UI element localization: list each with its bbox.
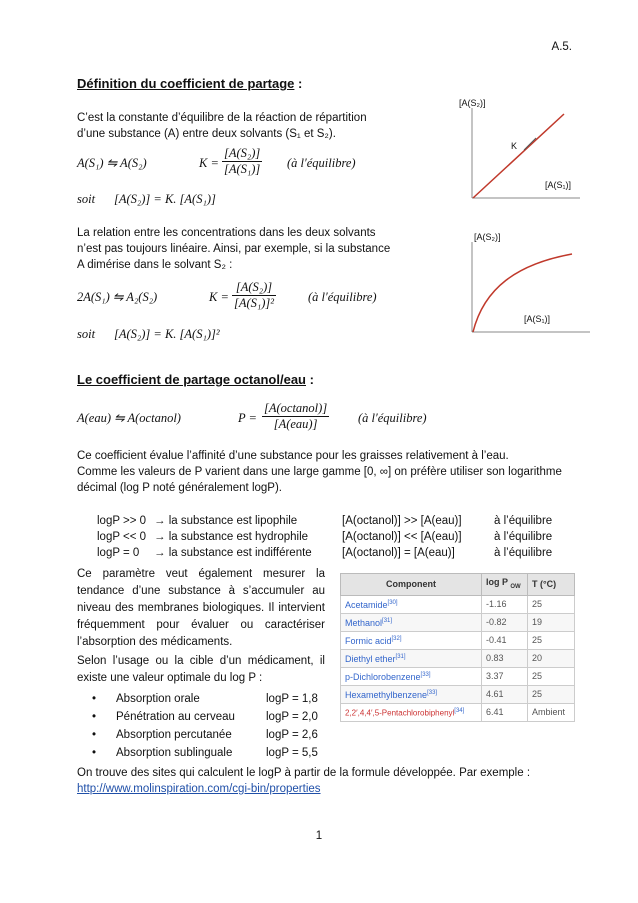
cell-logp: -1.16 [482, 595, 528, 613]
graph1-slope-arrow [524, 138, 536, 150]
rule-condition: logP << 0 [97, 531, 147, 543]
table-row [341, 649, 575, 667]
para-line1: La relation entre les concentrations dans les deux solvants [77, 227, 376, 239]
table-row [341, 685, 575, 703]
eq1-fraction [222, 146, 262, 177]
para2-line5: l’absorption des médicaments. [77, 636, 233, 648]
eq3-fraction [262, 401, 329, 432]
component-name[interactable]: Hexamethylbenzene [345, 690, 428, 701]
logp-text-line3: décimal (log P noté généralement logP). [77, 482, 282, 494]
rule-description: → la substance est indifférente [154, 547, 312, 559]
cell-temp: Ambient [528, 703, 575, 721]
soit2-word: soit [77, 327, 96, 341]
section1-title: Définition du coefficient de partage [77, 76, 295, 91]
table-header-row [341, 574, 575, 596]
rule-condition: logP = 0 [97, 547, 140, 559]
rule-row [0, 546, 638, 561]
component-name[interactable]: 2,2′,4,4′,5-Pentachlorobiphenyl [345, 708, 455, 718]
molinspiration-link-wrap[interactable] [77, 782, 321, 797]
component-name[interactable]: Acetamide [345, 600, 388, 611]
graph2-curve [473, 254, 572, 332]
para2-line1: Ce paramètre veut également mesurer la [77, 568, 325, 580]
bullet-dot: • [92, 747, 97, 759]
graph-curve [462, 226, 592, 336]
cell-component[interactable] [341, 613, 482, 631]
section2-heading [77, 372, 314, 387]
eq1-denominator: [A(S₁)] [224, 162, 261, 176]
bullet-label: Absorption orale [116, 693, 200, 705]
rule-row [0, 530, 638, 545]
eq2-k: K = [209, 290, 229, 304]
component-name[interactable]: Formic acid [345, 636, 392, 647]
section1-colon: : [294, 76, 303, 91]
logp-text-line1: Ce coefficient évalue l’affinité d’une substance pour les graisses relativement à l’eau. [77, 450, 509, 462]
header-logp [482, 574, 528, 596]
rule-equilibrium: à l’équilibre [494, 547, 553, 559]
para2-line2: tendance d’une substance à s’accumuler au [77, 585, 325, 597]
header-logp-text: log P [486, 577, 508, 587]
para2-line4: fréquemment pour évaluer ou caractériser [77, 619, 325, 631]
table-row [341, 613, 575, 631]
graph2-y-label: [A(S₂)] [474, 232, 501, 242]
bullet-label: Pénétration au cerveau [116, 711, 235, 723]
rule-concentration: [A(octanol)] << [A(eau)] [342, 531, 462, 543]
table-row [341, 595, 575, 613]
rule-condition: logP >> 0 [97, 515, 147, 527]
bullet-value: logP = 1,8 [266, 693, 318, 705]
logp-text-line2: Comme les valeurs de P varient dans une large gamme [0, ∞] on préfère utiliser son logarithme [77, 466, 562, 478]
component-ref[interactable]: [30] [387, 600, 398, 607]
component-ref[interactable]: [32] [391, 636, 402, 643]
rule-description: → la substance est hydrophile [154, 531, 309, 543]
eq1-numerator: [A(S₂)] [224, 146, 261, 160]
cell-logp: 3.37 [482, 667, 528, 685]
component-name[interactable]: Diethyl ether [345, 654, 396, 665]
cell-temp: 19 [528, 613, 575, 631]
soit1-word: soit [77, 192, 96, 206]
component-ref[interactable]: [34] [454, 707, 465, 714]
rule-description: → la substance est lipophile [154, 515, 298, 527]
cell-logp: -0.41 [482, 631, 528, 649]
rule-concentration: [A(octanol)] >> [A(eau)] [342, 515, 462, 527]
cell-temp: 25 [528, 595, 575, 613]
page-ref: A.5. [551, 41, 572, 53]
table-row [341, 631, 575, 649]
cell-component[interactable] [341, 595, 482, 613]
cell-temp: 25 [528, 631, 575, 649]
header-component: Component [341, 574, 482, 596]
cell-logp: 6.41 [482, 703, 528, 721]
rule-row [0, 514, 638, 529]
para-line3: A dimérise dans le solvant S₂ : [77, 259, 233, 271]
component-name[interactable]: Methanol [345, 618, 383, 629]
page-number: 1 [315, 830, 323, 842]
para3-line1: Selon l’usage ou la cible d’un médicament, il [77, 655, 325, 667]
rule-equilibrium: à l’équilibre [494, 531, 553, 543]
logp-table [340, 573, 575, 722]
eq1-reaction: A(S₁) ⇋ A(S₂) [77, 156, 147, 170]
graph1-x-label: [A(S₁)] [545, 180, 572, 190]
bullet-dot: • [92, 693, 97, 705]
eq2-denominator: [A(S₁)]² [234, 296, 275, 310]
para-line2: n’est pas toujours linéaire. Ainsi, par exemple, si la substance [77, 243, 391, 255]
eq2-numerator: [A(S₂)] [232, 280, 276, 296]
section1-heading [77, 76, 302, 91]
cell-component[interactable] [341, 703, 482, 721]
eq3-condition: (à l′équilibre) [358, 411, 427, 425]
section2-colon: : [306, 372, 314, 387]
cell-logp: 0.83 [482, 649, 528, 667]
cell-temp: 20 [528, 649, 575, 667]
bullet-value: logP = 5,5 [266, 747, 318, 759]
bullet-label: Absorption percutanée [116, 729, 232, 741]
cell-logp: 4.61 [482, 685, 528, 703]
eq1-condition: (à l′équilibre) [287, 156, 356, 170]
graph1-y-label: [A(S₂)] [459, 98, 486, 108]
eq3-reaction: A(eau) ⇋ A(octanol) [77, 411, 181, 425]
cell-logp: -0.82 [482, 613, 528, 631]
cell-temp: 25 [528, 667, 575, 685]
bullet-dot: • [92, 711, 97, 723]
eq2-condition: (à l′équilibre) [308, 290, 377, 304]
bullet-value: logP = 2,6 [266, 729, 318, 741]
cell-component[interactable] [341, 631, 482, 649]
bullet-value: logP = 2,0 [266, 711, 318, 723]
rule-concentration: [A(octanol)] = [A(eau)] [342, 547, 455, 559]
graph1-slope-label: K [511, 141, 518, 151]
table-row [341, 703, 575, 721]
component-ref[interactable]: [31] [382, 618, 393, 625]
molinspiration-link[interactable]: http://www.molinspiration.com/cgi-bin/properties [77, 783, 321, 795]
cell-component[interactable] [341, 685, 482, 703]
component-ref[interactable]: [33] [420, 672, 431, 679]
table-row [341, 667, 575, 685]
header-logp-sub: OW [510, 583, 521, 590]
component-name[interactable]: p-Dichlorobenzene [345, 672, 421, 683]
graph-linear [452, 92, 582, 202]
eq3-p: P = [238, 411, 257, 425]
component-ref[interactable]: [33] [427, 690, 438, 697]
intro-line1: C’est la constante d’équilibre de la réaction de répartition [77, 112, 367, 124]
eq3-denominator: [A(eau)] [273, 417, 318, 431]
eq2-reaction: 2A(S₁) ⇋ A₂(S₂) [77, 290, 158, 304]
rule-equilibrium: à l’équilibre [494, 515, 553, 527]
logp-table-container [340, 573, 575, 722]
cell-temp: 25 [528, 685, 575, 703]
graph2-x-label: [A(S₁)] [524, 314, 551, 324]
soit2-expression: [A(S₂)] = K. [A(S₁)]² [114, 327, 220, 341]
cell-component[interactable] [341, 667, 482, 685]
header-temp: T (°C) [528, 574, 575, 596]
bullet-label: Absorption sublinguale [116, 747, 233, 759]
eq2-fraction [232, 280, 276, 311]
eq1-k: K = [199, 156, 219, 170]
soit1-expression: [A(S₂)] = K. [A(S₁)] [114, 192, 216, 206]
intro-line2: d’une substance (A) entre deux solvants (S₁ et S₂). [77, 128, 336, 140]
cell-component[interactable] [341, 649, 482, 667]
bullet-dot: • [92, 729, 97, 741]
component-ref[interactable]: [31] [395, 654, 406, 661]
eq3-numerator: [A(octanol)] [264, 401, 328, 415]
para3-line2: existe une valeur optimale du log P : [77, 672, 263, 684]
final-line: On trouve des sites qui calculent le logP à partir de la formule développée. Par exemple : [77, 767, 531, 779]
para2-line3: niveau des membranes biologiques. Il intervient [77, 602, 325, 614]
section2-title: Le coefficient de partage octanol/eau [77, 372, 306, 387]
